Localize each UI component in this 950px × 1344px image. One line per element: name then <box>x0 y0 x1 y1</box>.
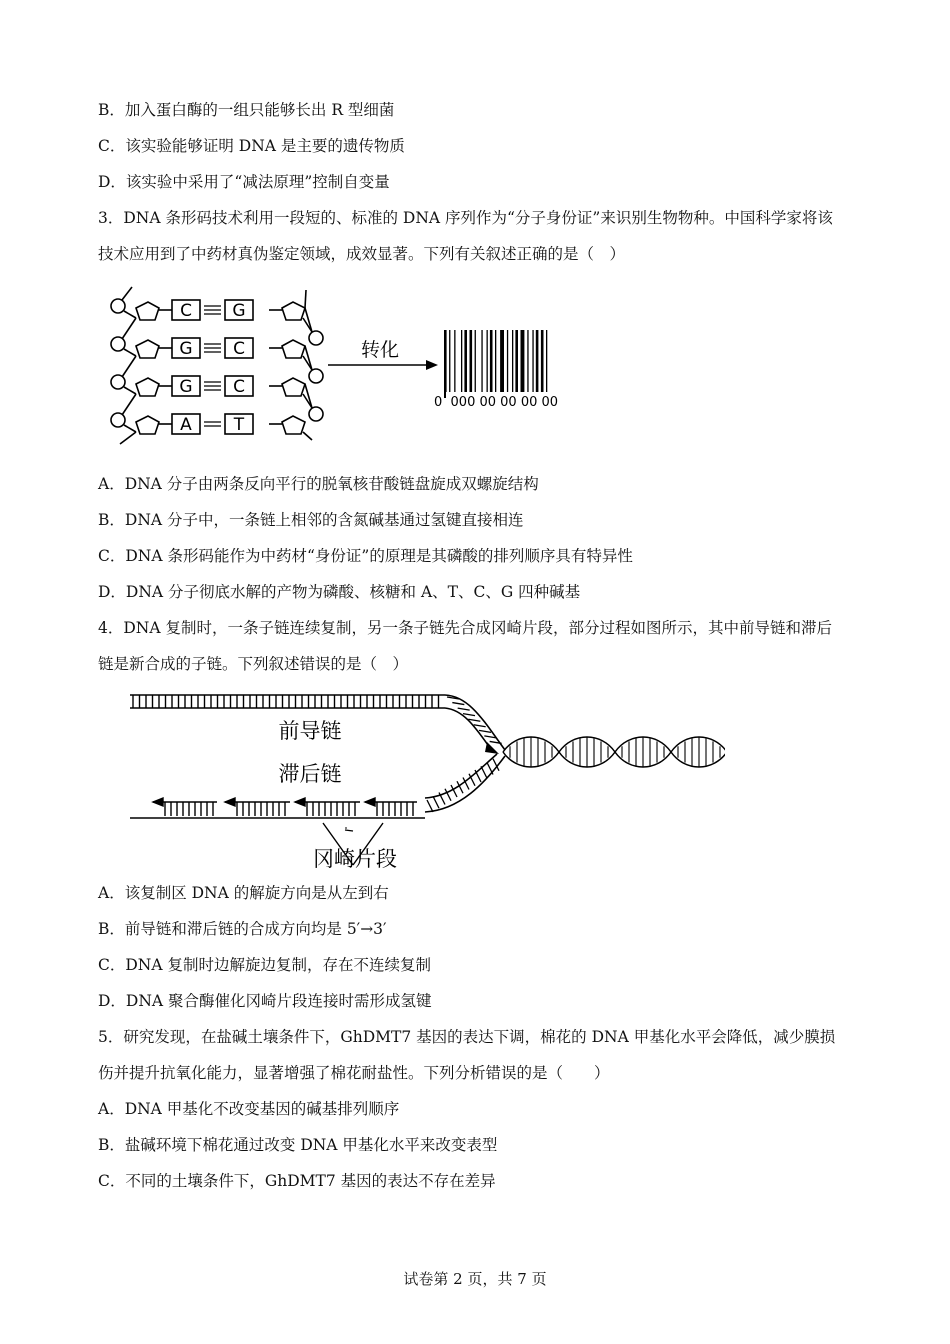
q4-option-b: B．前导链和滞后链的合成方向均是 5′→3′ <box>98 920 387 938</box>
q2-option-d: D．该实验中采用了“减法原理”控制自变量 <box>98 173 390 191</box>
q3-stem-line2: 技术应用到了中药材真伪鉴定领域，成效显著。下列有关叙述正确的是（ ） <box>98 245 626 263</box>
q3-option-a: A．DNA 分子由两条反向平行的脱氧核苷酸链盘旋成双螺旋结构 <box>98 475 539 493</box>
lagging-strand-label: 滞后链 <box>278 762 342 786</box>
right-base-1: G <box>232 301 246 321</box>
q3-option-d: D．DNA 分子彻底水解的产物为磷酸、核糖和 A、T、C、G 四种碱基 <box>98 583 581 601</box>
left-base-3: G <box>179 377 193 397</box>
right-base-4: T <box>233 415 245 435</box>
q4-option-c: C．DNA 复制时边解旋边复制，存在不连续复制 <box>98 956 431 974</box>
q5-stem-line1: 5．研究发现，在盐碱土壤条件下，GhDMT7 基因的表达下调，棉花的 DNA 甲基化水平会降低，减少膜损 <box>98 1028 836 1046</box>
right-base-3: C <box>233 377 245 397</box>
dna-replication-figure <box>125 688 725 873</box>
left-base-4: A <box>180 415 192 435</box>
q4-option-d: D．DNA 聚合酶催化冈崎片段连接时需形成氢键 <box>98 992 432 1010</box>
right-backbone <box>269 290 323 440</box>
q4-stem-line1: 4．DNA 复制时，一条子链连续复制，另一条子链先合成冈崎片段，部分过程如图所示，其中前导链和滞后 <box>98 619 832 637</box>
page-footer: 试卷第 2 页，共 7 页 <box>403 1270 547 1288</box>
okazaki-fragment-label: 冈崎片段 <box>313 847 397 871</box>
left-base-1: C <box>180 301 192 321</box>
q5-option-a: A．DNA 甲基化不改变基因的碱基排列顺序 <box>98 1100 400 1118</box>
q2-option-c: C．该实验能够证明 DNA 是主要的遗传物质 <box>98 137 405 155</box>
q4-stem-line2: 链是新合成的子链。下列叙述错误的是（ ） <box>98 655 409 673</box>
leading-strand-label: 前导链 <box>278 719 342 743</box>
q5-stem-line2: 伤并提升抗氧化能力，显著增强了棉花耐盐性。下列分析错误的是（ ） <box>98 1064 610 1082</box>
q3-stem-line1: 3．DNA 条形码技术利用一段短的、标准的 DNA 序列作为“分子身份证”来识别生物物种。中国科学家将该 <box>98 209 833 227</box>
transform-arrow-label: 转化 <box>360 339 400 361</box>
q2-option-b: B．加入蛋白酶的一组只能够长出 R 型细菌 <box>98 101 395 119</box>
left-backbone <box>111 287 172 444</box>
barcode-image <box>444 330 547 398</box>
left-base-2: G <box>179 339 193 359</box>
barcode-digits: 0 000 00 00 00 00 <box>434 395 559 410</box>
q3-option-b: B．DNA 分子中，一条链上相邻的含氮碱基通过氢键直接相连 <box>98 511 524 529</box>
q3-option-c: C．DNA 条形码能作为中药材“身份证”的原理是其磷酸的排列顺序具有特异性 <box>98 547 633 565</box>
q5-option-b: B．盐碱环境下棉花通过改变 DNA 甲基化水平来改变表型 <box>98 1136 498 1154</box>
right-base-2: C <box>233 339 245 359</box>
q5-option-c: C．不同的土壤条件下，GhDMT7 基因的表达不存在差异 <box>98 1172 496 1190</box>
q4-option-a: A．该复制区 DNA 的解旋方向是从左到右 <box>98 884 389 902</box>
dna-barcode-figure <box>100 282 600 452</box>
